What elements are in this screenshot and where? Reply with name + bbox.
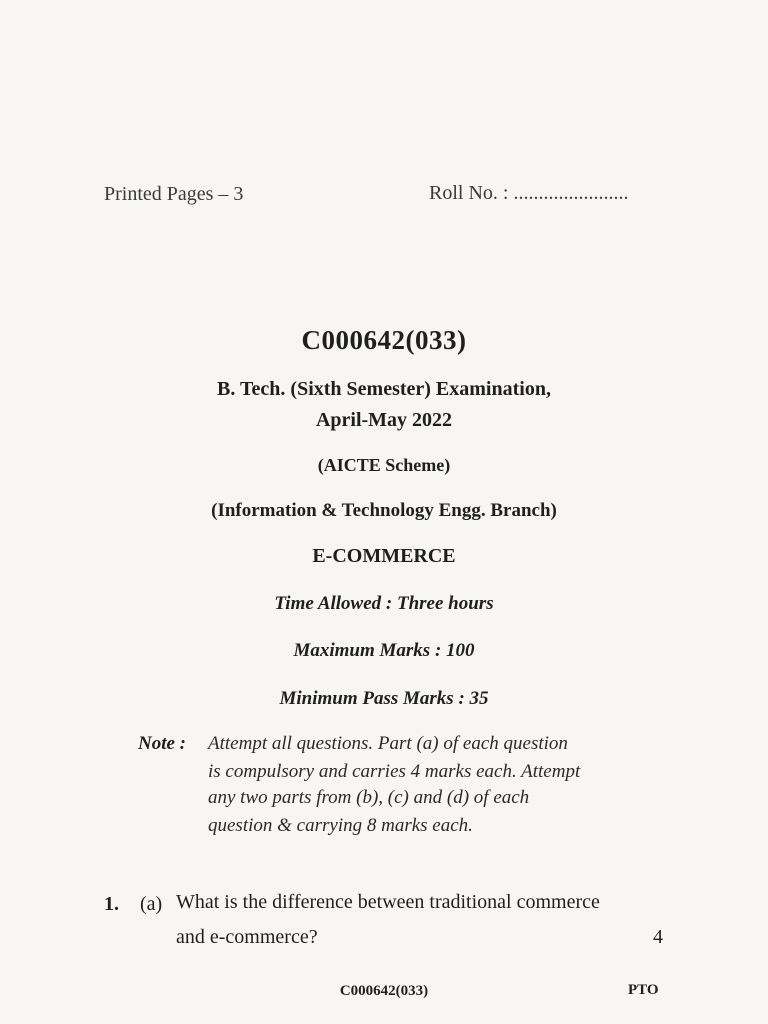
maximum-marks: Maximum Marks : 100 bbox=[293, 640, 475, 661]
question-part: (a) bbox=[140, 893, 163, 915]
question-marks: 4 bbox=[653, 926, 663, 948]
note-line: any two parts from (b), (c) and (d) of each bbox=[208, 787, 530, 808]
subject-title: E-COMMERCE bbox=[312, 545, 456, 567]
paper-code-title: C000642(033) bbox=[301, 325, 467, 355]
footer-paper-code: C000642(033) bbox=[339, 983, 429, 999]
exam-session: April-May 2022 bbox=[315, 409, 453, 431]
time-allowed: Time Allowed : Three hours bbox=[274, 593, 494, 614]
note-label: Note : bbox=[138, 733, 187, 754]
note-line: question & carrying 8 marks each. bbox=[208, 815, 473, 836]
printed-pages: Printed Pages – 3 bbox=[104, 183, 244, 205]
question-text: and e-commerce? bbox=[176, 926, 318, 948]
question-number: 1. bbox=[104, 893, 119, 915]
exam-title: B. Tech. (Sixth Semester) Examination, bbox=[217, 378, 551, 400]
scheme: (AICTE Scheme) bbox=[317, 455, 451, 475]
note-line: Attempt all questions. Part (a) of each question bbox=[208, 733, 568, 754]
pto-label: PTO bbox=[628, 982, 659, 998]
roll-number-field: Roll No. : ....................... bbox=[429, 182, 629, 204]
question-text: What is the difference between traditional commerce bbox=[176, 891, 600, 913]
minimum-pass-marks: Minimum Pass Marks : 35 bbox=[279, 688, 489, 709]
note-line: is compulsory and carries 4 marks each. Attempt bbox=[208, 761, 581, 782]
branch: (Information & Technology Engg. Branch) bbox=[211, 500, 557, 521]
